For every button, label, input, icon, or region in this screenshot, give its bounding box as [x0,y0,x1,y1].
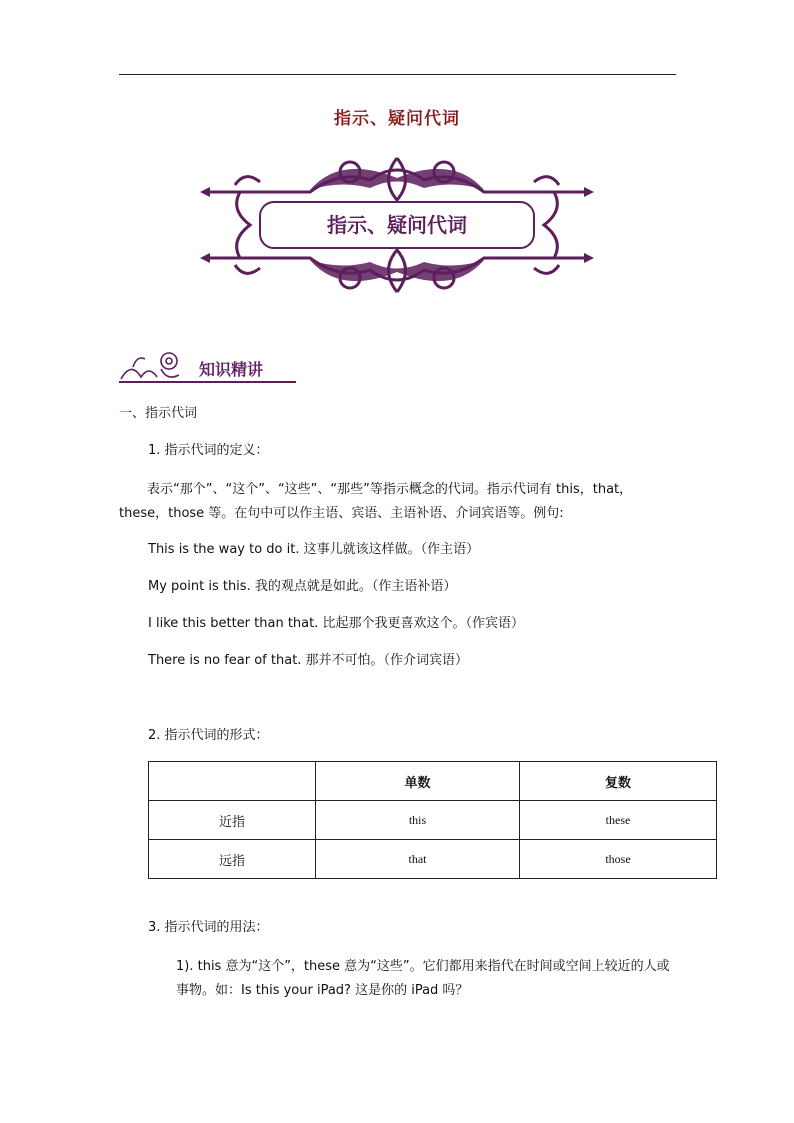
table-header-cell [149,762,316,801]
section-heading-underline [119,381,296,383]
header-rule [119,74,676,75]
example-4: There is no fear of that. 那并不可怕。（作介词宾语） [148,653,469,668]
item3-heading: 3. 指示代词的用法： [148,920,269,935]
part1-heading: 一、指示代词 [119,406,198,421]
section-heading [119,345,299,385]
table-cell: 近指 [149,801,316,840]
example-2: My point is this. 我的观点就是如此。（作主语补语） [148,579,457,594]
table-cell: 远指 [149,840,316,879]
table-cell: those [520,840,717,879]
item2-heading: 2. 指示代词的形式： [148,728,269,743]
document-title: 指示、疑问代词 [334,109,460,129]
ornament-frame-icon [200,150,594,300]
usage-paragraph-1: 1). this 意为“这个”，these 意为“这些”。它们都用来指代在时间或空间上较近的人或事物。如：Is this your iPad? 这是你的 iPad 吗？ [176,959,670,998]
table-header-cell: 复数 [520,762,717,801]
table-cell: that [316,840,520,879]
definition-paragraph: 表示“那个”、“这个”、“这些”、“那些”等指示概念的代词。指示代词有 this，that，these，those 等。在句中可以作主语、宾语、主语补语、介词宾语等。例句: [119,482,633,521]
example-3: I like this better than that. 比起那个我更喜欢这个。（作宾语） [148,616,524,631]
title-banner [200,150,594,300]
demonstrative-forms-table [148,761,717,879]
table-header-row [149,762,717,801]
banner-text: 指示、疑问代词 [327,213,467,237]
table-row [149,801,717,840]
table-header-cell: 单数 [316,762,520,801]
item1-heading: 1. 指示代词的定义： [148,443,269,458]
table-cell: this [316,801,520,840]
table-cell: these [520,801,717,840]
example-1: This is the way to do it. 这事儿就该这样做。（作主语） [148,542,480,557]
swirl-ornament-icon [119,347,189,383]
table-row [149,840,717,879]
section-heading-label: 知识精讲 [199,360,264,379]
